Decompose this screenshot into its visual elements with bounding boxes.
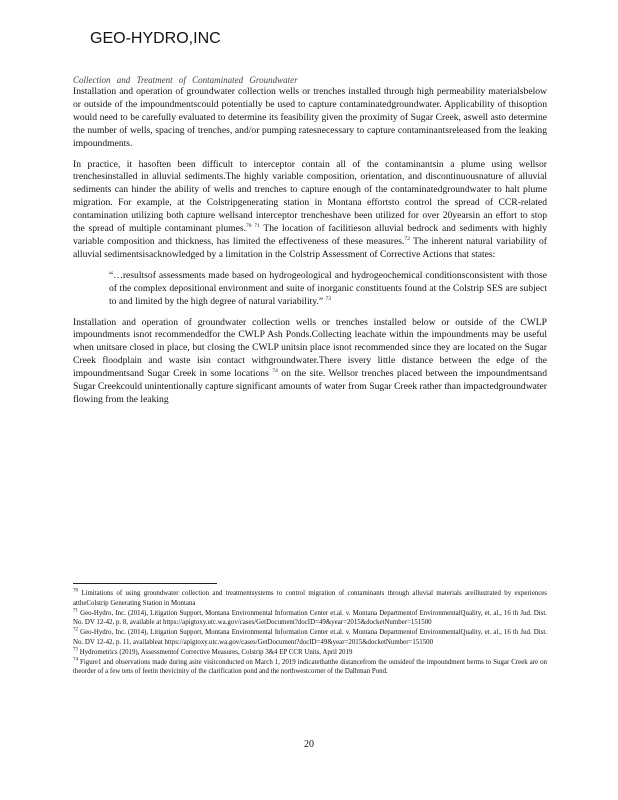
footnote-71 <box>73 609 547 629</box>
footnote-ref-73: 73 <box>325 295 332 302</box>
footnote-ref-74: 74 <box>272 367 278 374</box>
paragraph-2 <box>73 159 547 262</box>
body-content <box>73 74 547 415</box>
paragraph-3-text-end: on the site. Wellsor trenches placed between the impoundmentsand Sugar Creekcould unintentionally capture significant amounts of water from Sugar Creek rather than impactedgroundwater flowing from the leaking <box>73 368 548 405</box>
section-heading: Collection and Treatment of Contaminated Groundwater <box>73 75 298 85</box>
footnote-number: 71 <box>73 608 78 614</box>
footnote-number: 72 <box>73 627 78 633</box>
paragraph-1: Installation and operation of groundwater collection wells or trenches installed through high permeability materialsbelow or outside of the impoundmentscould potentially be used to capture contaminatedgroundwater. Applicability of thisoption would need to be carefully evaluated to determine its feasibility given the proximity of Sugar Creek, aswell asto determine the number of wells, spacing of trenches, and/or pumping ratesnecessary to capture contaminantsreleased from the leaking impoundments. <box>73 86 547 149</box>
block-quote-text: “…resultsof assessments made based on hydrogeological and hydrogeochemical conditionsconsistent with those of the complex depositional environment and suite of inorganic constituents found at the Colstrip SES are subject to and limited by the high degree of natural variability.” <box>109 269 547 307</box>
paragraph-3-text: Installation and operation of groundwater collection wells or trenches installed below or outside of the CWLP impoundments isnot recommendedfor the CWLP Ash Ponds.Collecting leachate within the impoundments may be useful when unitsare closed in place, but closing the CWLP unitsin place isnot recommended since they are located on the Sugar Creek floodplain and waste isin contact withgroundwater.There isvery little distance between the edge of the impoundmentsand Sugar Creek in some locations <box>73 316 547 380</box>
footnotes <box>73 589 547 677</box>
company-header: GEO-HYDRO,INC <box>90 30 221 47</box>
paragraph-2-text-end: The inherent natural variability of alluvial sedimentsisacknowledged by a limitation in the Colstrip Assessment of Corrective Actions that states: <box>73 235 547 260</box>
footnote-text: Geo-Hydro, Inc. (2014), Litigation Support, Montana Environmental Information Center et.al. v. Montana Departmentof EnvironmentalQuality, et. al., 16 th Jud. Dist. No. DV 12-42, p. 11, availableat https://apigtoxy.utc.wa.gov/cases/GetDocument?docID=49&year=2015&docketNumber=151500 <box>73 629 547 646</box>
page-number: 20 <box>304 739 314 750</box>
footnote-ref-70-71: 70 71 <box>246 222 260 229</box>
footnote-text: Limitations of using groundwater collection and treatmentsystems to control migration of contaminants through alluvial materials areillustrated by experiences attheColstrip Generating Station in Montana <box>73 590 547 607</box>
footnote-number: 70 <box>73 588 78 594</box>
footnote-74 <box>73 658 547 678</box>
paragraph-2-text-mid: The location of facilitieson alluvial bedrock and sediments with highly variable composition and thickness, has limited the effectiveness of these measures. <box>73 223 547 247</box>
footnote-text: Figure1 and observations made during asite visitconducted on March 1, 2019 indicatethatthe distancefrom the outsideof the impoundment berms to Sugar Creek are on theorder of a few tens of feetin thevicinity of the clarification pond and the northwestcorner of the Dalhman Pond. <box>73 658 547 676</box>
footnote-number: 73 <box>73 647 78 653</box>
footnote-70 <box>73 589 547 609</box>
block-quote <box>109 270 547 309</box>
paragraph-3 <box>73 317 547 407</box>
footnote-72 <box>73 628 547 648</box>
footnote-number: 74 <box>73 657 78 663</box>
paragraph-2-text: In practice, it hasoften been difficult to interceptor contain all of the contaminantsin a plume using wellsor trenchesinstalled in alluvial sediments.The highly variable composition, orientation, and discontinuousnature of alluvial sediments can hinder the ability of wells and trenches to capture enough of the contaminatedgroundwater to halt plume migration. For example, at the Colstripgenerating station in Montana effortsto control the spread of CCR-related contamination utilizing both capture wellsand interceptor trencheshave been utilized for over 20yearsin an effort to stop the spread of multiple contaminant plumes. <box>73 158 547 235</box>
footnote-text: Geo-Hydro, Inc. (2014), Litigation Support, Montana Environmental Information Center et.al. v. Montana Departmentof EnvironmentalQuality, et. al., 16 th Jud. Dist. No. DV 12-42, p. 8, available at https://apigtoxy.utc.wa.gov/cases/GetDocument?docID=49&year=2015&docketNumber=151500 <box>73 609 547 627</box>
footnote-73 <box>73 648 547 658</box>
footnote-separator <box>73 583 217 584</box>
footnote-text: Hydrometrics (2019), Assessmentof Corrective Measures, Colstrip 3&4 EP CCR Units, April 2019 <box>78 648 353 656</box>
footnote-ref-72: 72 <box>404 235 410 242</box>
